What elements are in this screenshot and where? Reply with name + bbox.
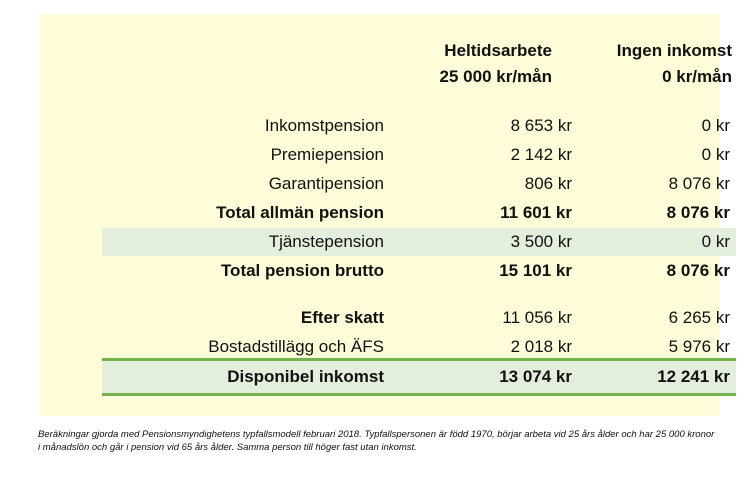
header-col2-salary: 0 kr/mån [662, 67, 732, 86]
header-heltidsarbete [352, 38, 552, 90]
row-value-ingen: 6 265 kr [668, 308, 730, 327]
row-label: Disponibel inkomst [227, 367, 384, 386]
row-label: Premiepension [270, 145, 384, 164]
table-row-total-brutto [102, 257, 736, 285]
row-label: Efter skatt [300, 308, 384, 327]
table-row [102, 333, 736, 361]
row-value-heltid: 806 kr [524, 174, 572, 193]
table-row-total-allman [102, 199, 736, 227]
header-col1-title: Heltidsarbete [444, 41, 552, 60]
row-value-ingen: 8 076 kr [666, 261, 730, 280]
row-value-heltid: 11 056 kr [502, 308, 572, 327]
footnote: Beräkningar gjorda med Pensionsmyndighetens typfallsmodell februari 2018. Typfallspersonen är född 1970, börjar arbeta vid 25 års ålder och har 25 000 kronor i månadslön och går i pension vid 65 års ålder. Samma person till höger fast utan inkomst. [38, 429, 715, 453]
row-value-ingen: 5 976 kr [668, 337, 730, 356]
row-value-heltid: 13 074 kr [499, 367, 572, 386]
row-value-ingen: 8 076 kr [668, 174, 730, 193]
table-row-disponibel-inkomst [102, 358, 736, 396]
row-label: Inkomstpension [264, 116, 384, 135]
row-value-heltid: 2 142 kr [510, 145, 572, 164]
header-col2-title: Ingen inkomst [616, 41, 732, 60]
pension-table-panel [40, 14, 732, 416]
table-row [102, 141, 736, 169]
row-value-ingen: 8 076 kr [666, 203, 730, 222]
row-value-heltid: 2 018 kr [510, 337, 572, 356]
row-value-heltid: 8 653 kr [510, 116, 572, 135]
row-label: Bostadstillägg och ÄFS [208, 337, 384, 356]
row-value-ingen: 0 kr [701, 116, 730, 135]
row-value-ingen: 12 241 kr [657, 367, 730, 386]
header-col1-salary: 25 000 kr/mån [439, 67, 552, 86]
table-row-tjanstepension [102, 228, 736, 256]
table-row-efter-skatt [102, 304, 736, 332]
row-label: Total pension brutto [220, 261, 384, 280]
row-value-ingen: 0 kr [701, 232, 730, 251]
row-label: Total allmän pension [216, 203, 384, 222]
row-label: Tjänstepension [268, 232, 384, 251]
header-ingen-inkomst [552, 38, 732, 90]
table-row [102, 112, 736, 140]
table-row [102, 170, 736, 198]
row-value-heltid: 11 601 kr [500, 203, 572, 222]
row-value-heltid: 3 500 kr [510, 232, 572, 251]
row-value-heltid: 15 101 kr [499, 261, 572, 280]
row-value-ingen: 0 kr [701, 145, 730, 164]
row-label: Garantipension [268, 174, 384, 193]
